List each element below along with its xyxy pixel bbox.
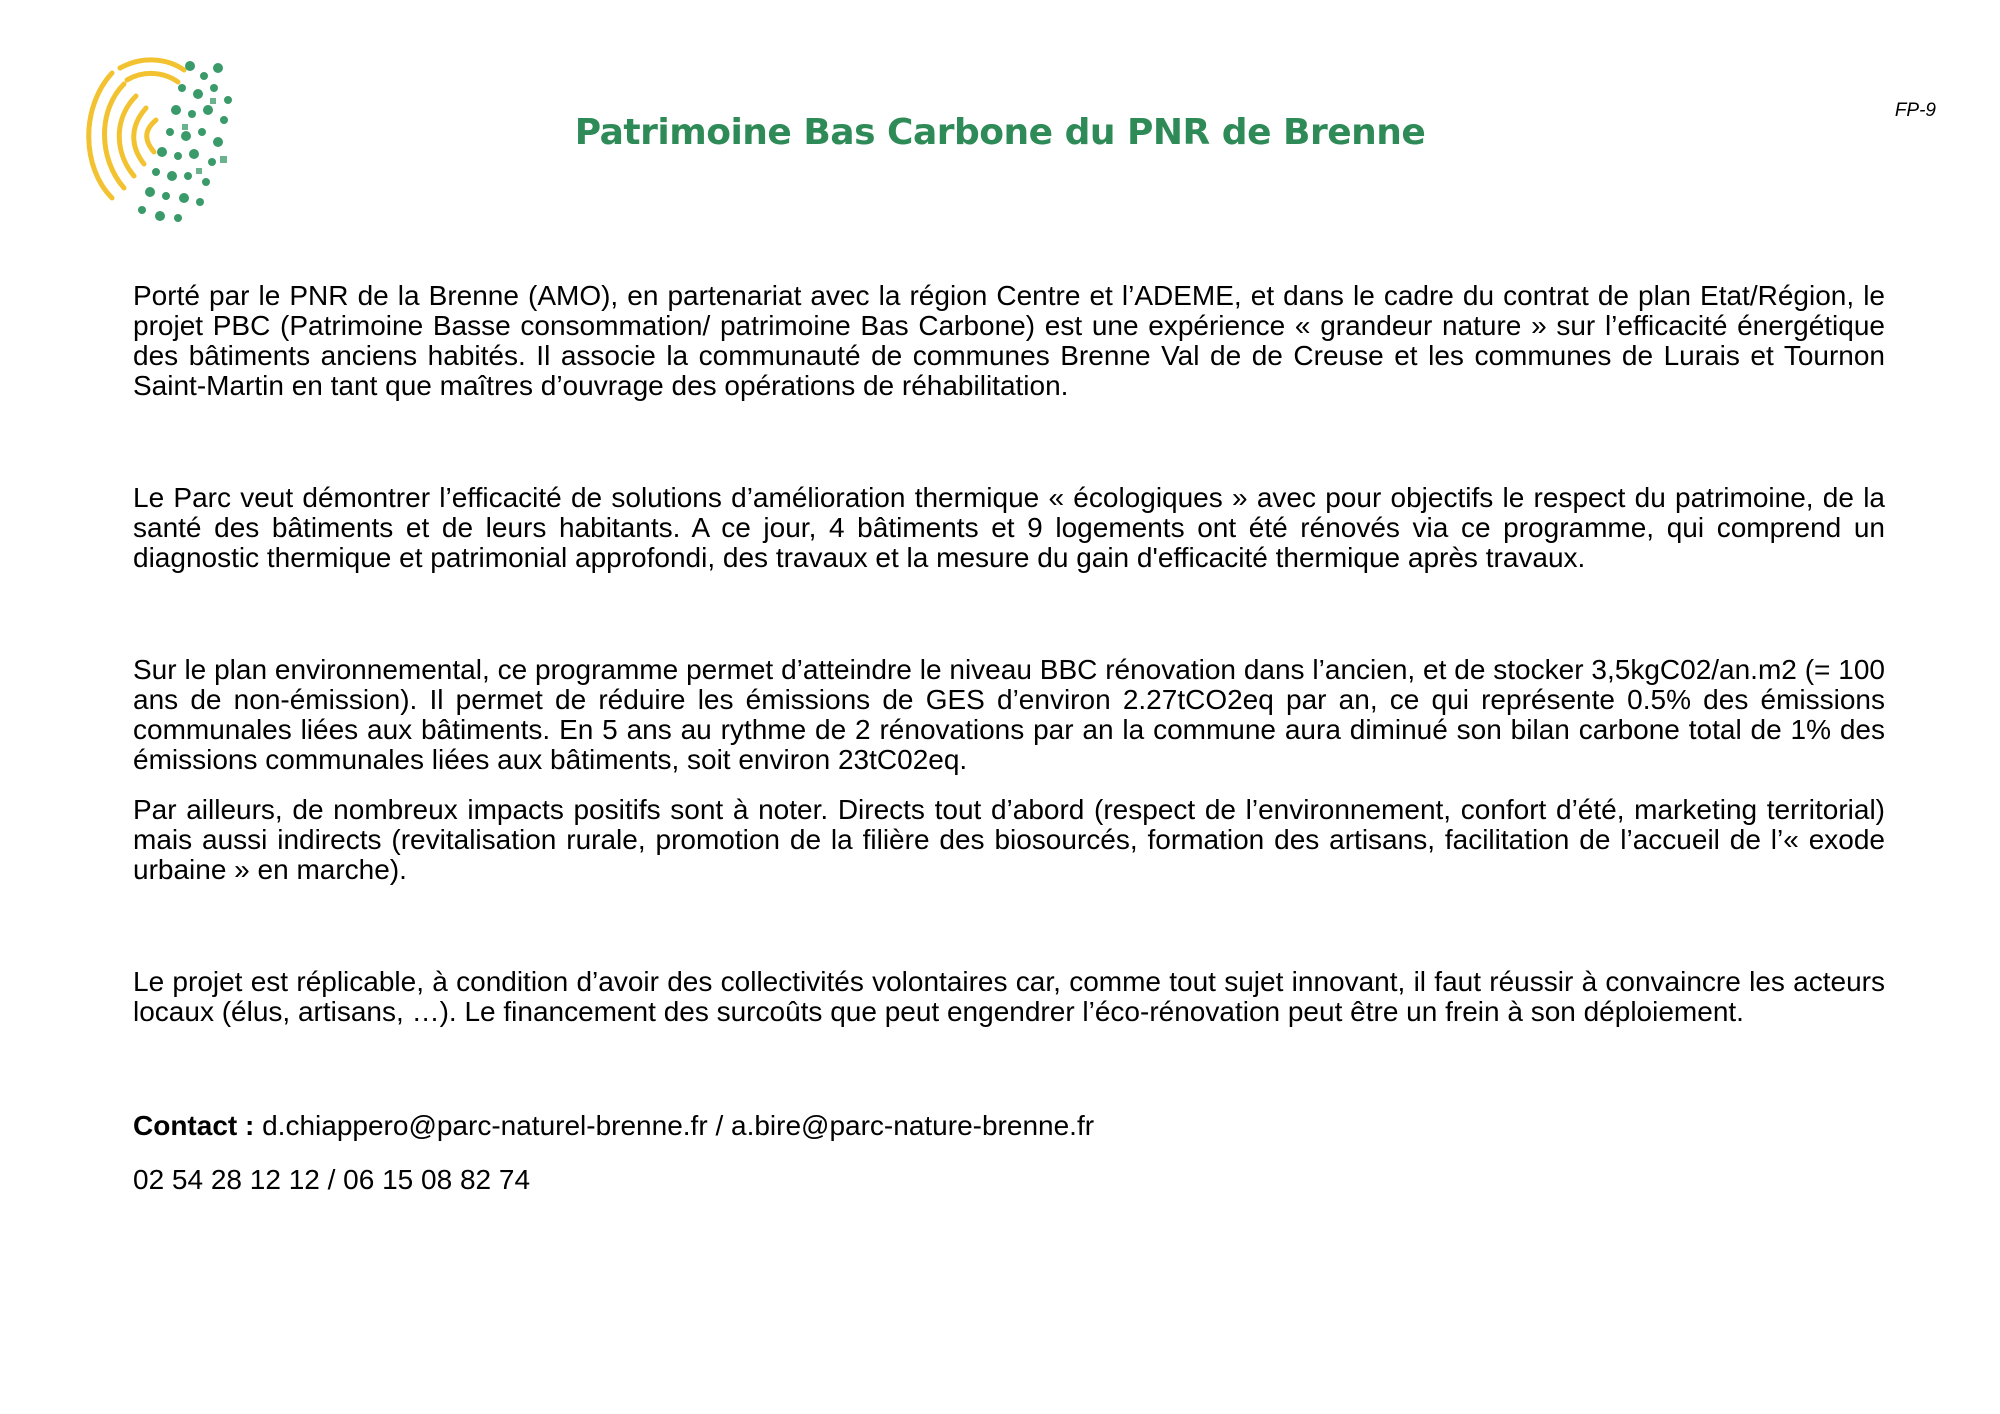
paragraph-objectives: Le Parc veut démontrer l’efficacité de solutions d’amélioration thermique « écologiques » avec pour objectifs le respect du patrimoine, de la santé des bâtiments et de leurs habitants. A ce jour, 4 bâtiments et 9 logements ont été rénovés via ce programme, qui comprend un diagnostic thermique et patrimonial approfondi, des travaux et la mesure du gain d'efficacité thermique après travaux. bbox=[133, 482, 1885, 573]
document-code: FP-9 bbox=[1894, 100, 1936, 121]
contact-emails-line bbox=[133, 1111, 1885, 1141]
contact-phones: 02 54 28 12 12 / 06 15 08 82 74 bbox=[133, 1164, 531, 1195]
page-title: Patrimoine Bas Carbone du PNR de Brenne bbox=[574, 112, 1426, 153]
paragraph-replicability: Le projet est réplicable, à condition d’avoir des collectivités volontaires car, comme tout sujet innovant, il faut réussir à convaincre les acteurs locaux (élus, artisans, …). Le financement des surcoûts que peut engendrer l’éco-rénovation peut être un frein à son déploiement. bbox=[133, 966, 1885, 1027]
paragraph-intro: Porté par le PNR de la Brenne (AMO), en partenariat avec la région Centre et l’ADEME, et dans le cadre du contrat de plan Etat/Région, le projet PBC (Patrimoine Basse consommation/ patrimoine Bas Carbone) est une expérience « grandeur nature » sur l’efficacité énergétique des bâtiments anciens habités. Il associe la communauté de communes Brenne Val de de Creuse et les communes de Lurais et Tournon Saint-Martin en tant que maîtres d’ouvrage des opérations de réhabilitation. bbox=[133, 280, 1885, 401]
paragraph-environment: Sur le plan environnemental, ce programme permet d’atteindre le niveau BBC rénovation dans l’ancien, et de stocker 3,5kgC02/an.m2 (= 100 ans de non-émission). Il permet de réduire les émissions de GES d’environ 2.27tCO2eq par an, ce qui représente 0.5% des émissions communales liées aux bâtiments. En 5 ans au rythme de 2 rénovations par an la commune aura diminué son bilan carbone total de 1% des émissions communales liées aux bâtiments, soit environ 23tC02eq. bbox=[133, 654, 1885, 775]
paragraph-impacts: Par ailleurs, de nombreux impacts positifs sont à noter. Directs tout d’abord (respect de l’environnement, confort d’été, marketing territorial) mais aussi indirects (revitalisation rurale, promotion de la filière des biosourcés, formation des artisans, facilitation de l’accueil de l’« exode urbaine » en marche). bbox=[133, 794, 1885, 885]
contact-section bbox=[133, 1111, 1885, 1195]
document-body bbox=[133, 281, 1885, 1195]
contact-emails[interactable]: d.chiappero@parc-naturel-brenne.fr / a.bire@parc-nature-brenne.fr bbox=[254, 1110, 1095, 1141]
contact-label: Contact : bbox=[133, 1110, 255, 1141]
